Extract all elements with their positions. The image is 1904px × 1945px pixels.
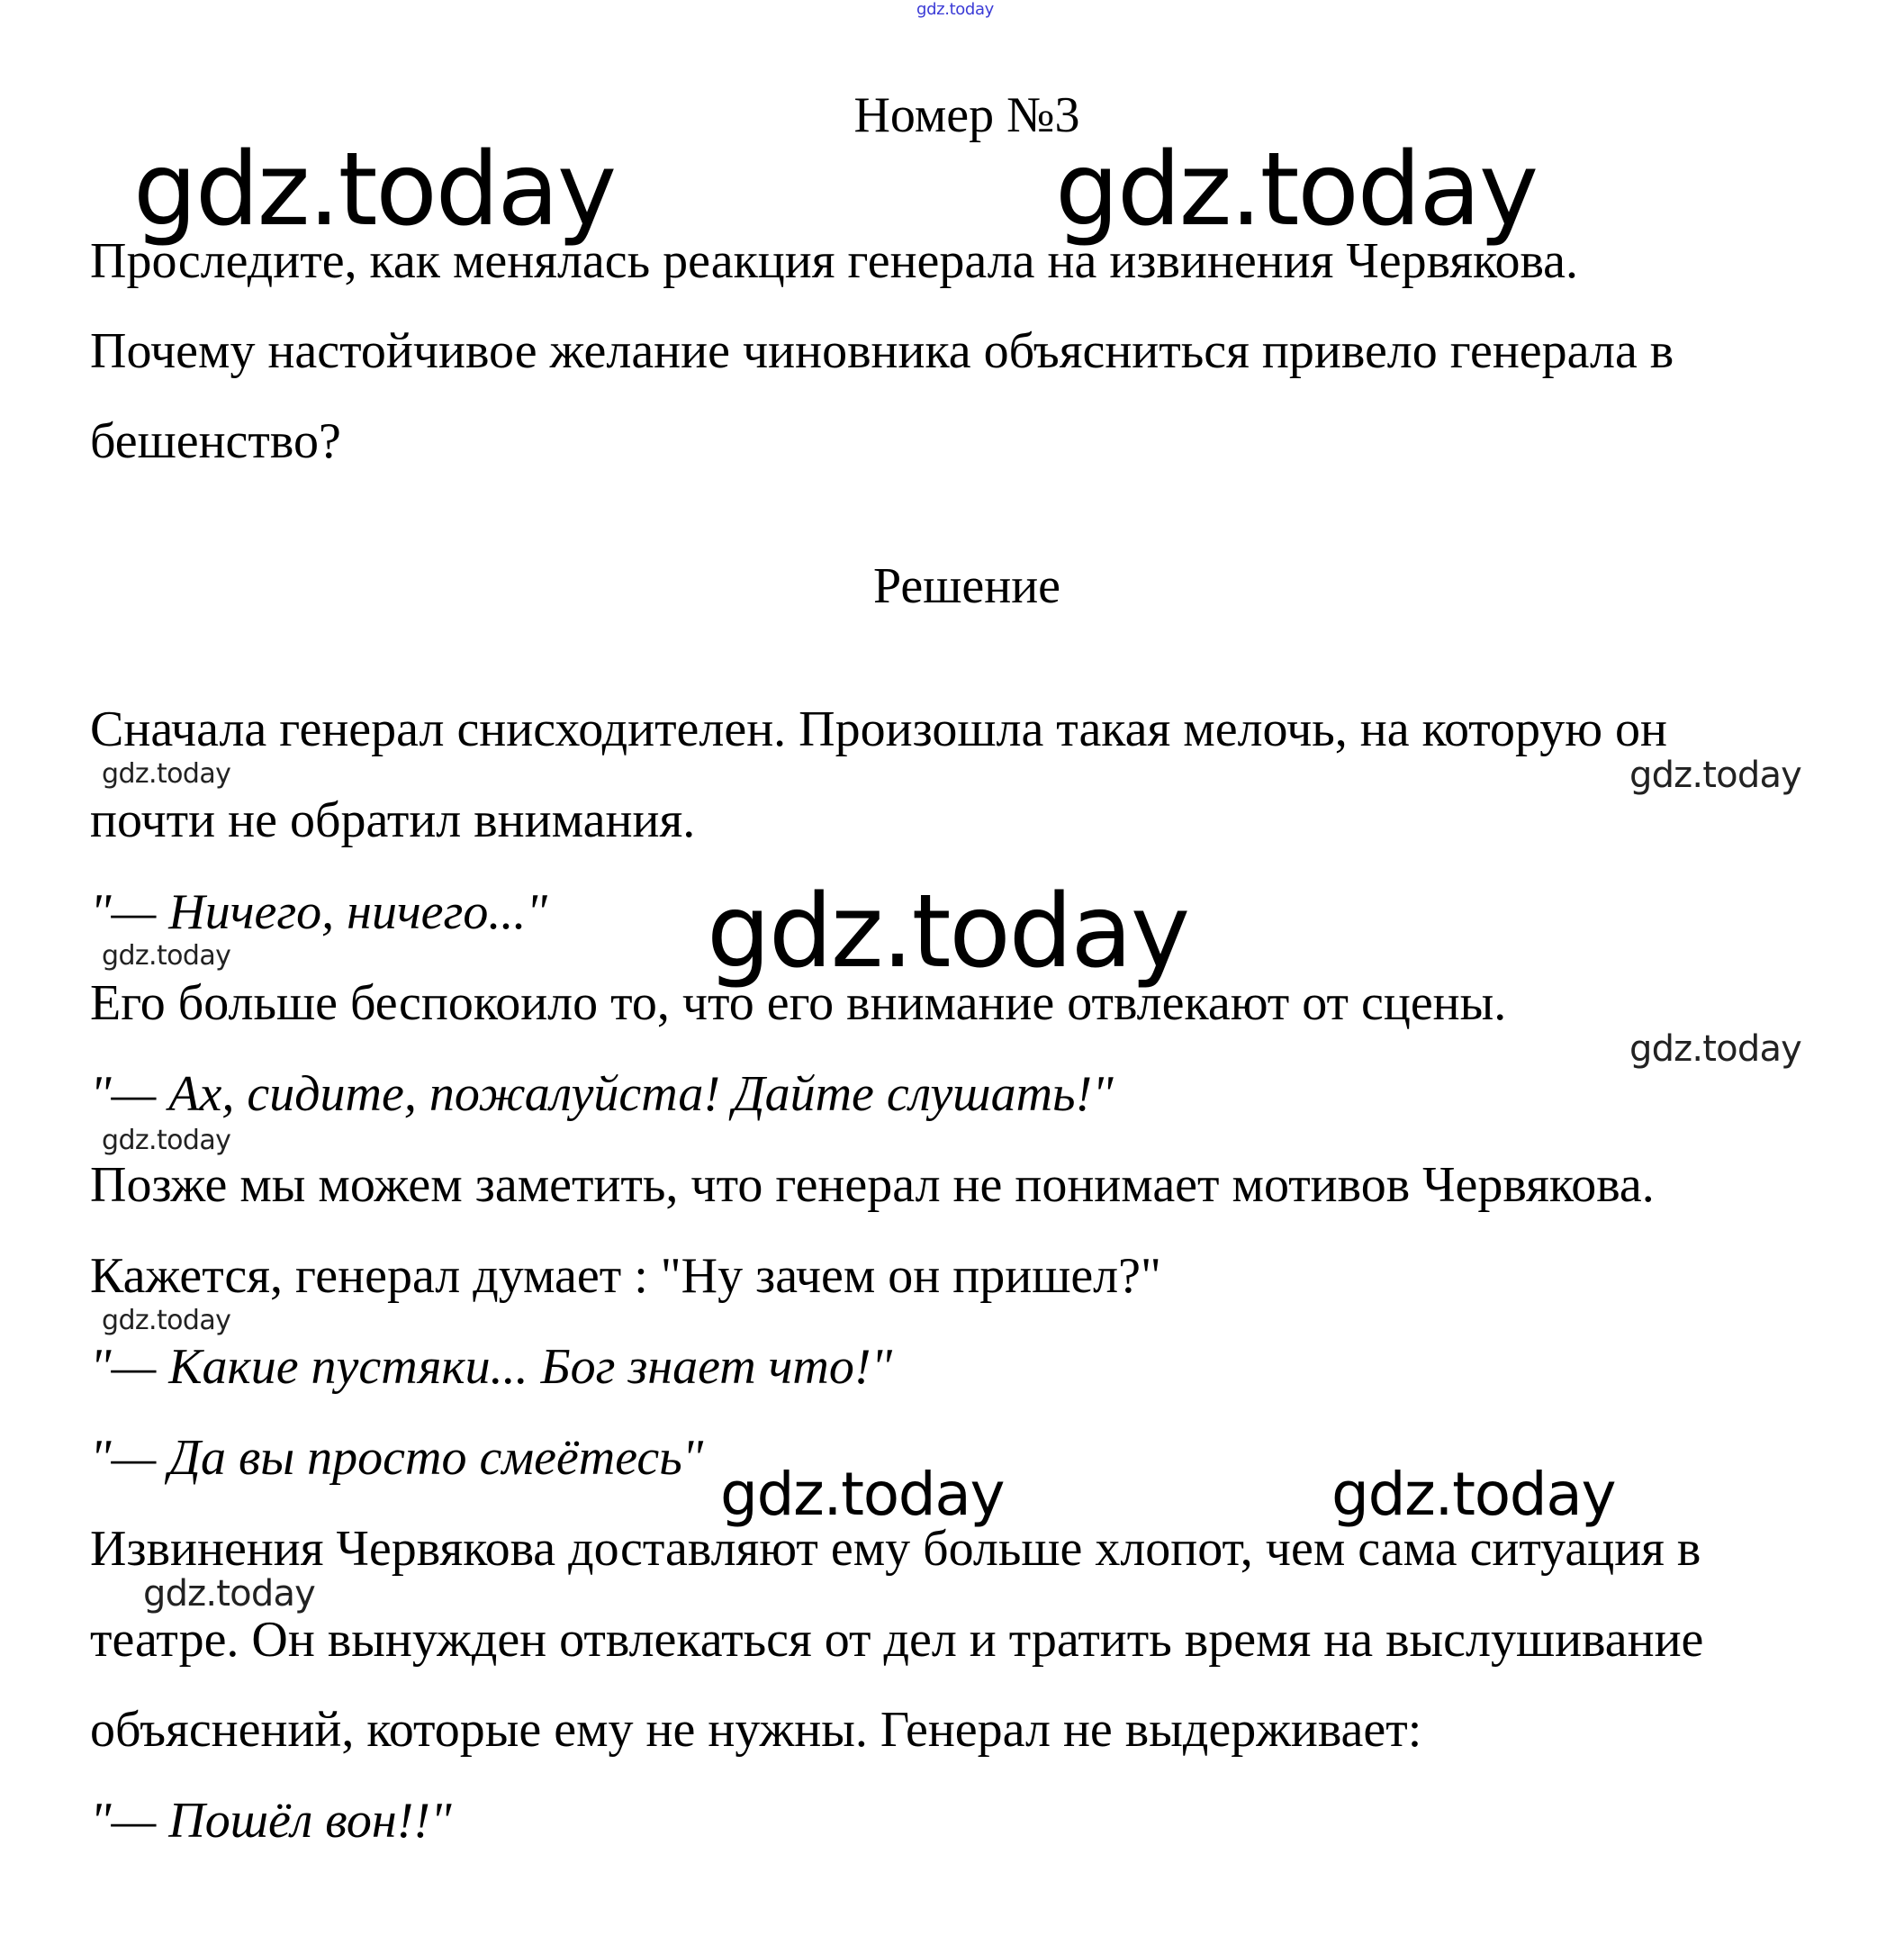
watermark: gdz.today bbox=[102, 1305, 231, 1336]
solution-quote: "— Пошёл вон!!" bbox=[90, 1793, 452, 1849]
solution-line: театре. Он вынужден отвлекаться от дел и тратить время на выслушивание bbox=[90, 1612, 1704, 1668]
watermark: gdz.today bbox=[1629, 755, 1802, 796]
watermark: gdz.today bbox=[720, 1460, 1005, 1529]
question-line: Проследите, как менялась реакция генерала на извинения Червякова. bbox=[90, 233, 1579, 289]
solution-heading: Решение bbox=[872, 558, 1061, 614]
solution-quote: "— Ах, сидите, пожалуйста! Дайте слушать!" bbox=[90, 1066, 1114, 1122]
solution-quote: "— Да вы просто смеётесь" bbox=[90, 1430, 704, 1486]
watermark: gdz.today bbox=[102, 940, 231, 972]
solution-line: Сначала генерал снисходителен. Произошла такая мелочь, на которую он bbox=[90, 701, 1668, 757]
question-line: Почему настойчивое желание чиновника объясниться привело генерала в bbox=[90, 323, 1674, 379]
solution-line: Кажется, генерал думает : "Ну зачем он пришел?" bbox=[90, 1248, 1161, 1304]
solution-line: почти не обратил внимания. bbox=[90, 792, 696, 848]
watermark: gdz.today bbox=[102, 1125, 231, 1156]
solution-line: Позже мы можем заметить, что генерал не понимает мотивов Червякова. bbox=[90, 1157, 1655, 1213]
watermark: gdz.today bbox=[102, 758, 231, 790]
watermark: gdz.today bbox=[143, 1573, 316, 1615]
watermark: gdz.today bbox=[1629, 1028, 1802, 1070]
question-line: бешенство? bbox=[90, 413, 341, 469]
page-title: Номер №3 bbox=[853, 87, 1080, 143]
solution-line: объяснений, которые ему не нужны. Генерал не выдерживает: bbox=[90, 1702, 1422, 1758]
watermark: gdz.today bbox=[133, 131, 615, 249]
watermark: gdz.today bbox=[707, 873, 1188, 991]
solution-quote: "— Ничего, ничего..." bbox=[90, 884, 547, 940]
watermark: gdz.today bbox=[1331, 1460, 1616, 1529]
watermark-top: gdz.today bbox=[916, 0, 994, 19]
solution-quote: "— Какие пустяки... Бог знает что!" bbox=[90, 1339, 892, 1395]
solution-line: Извинения Червякова доставляют ему больше хлопот, чем сама ситуация в bbox=[90, 1521, 1701, 1577]
watermark: gdz.today bbox=[1055, 131, 1537, 249]
solution-line: Его больше беспокоило то, что его внимание отвлекают от сцены. bbox=[90, 975, 1507, 1031]
